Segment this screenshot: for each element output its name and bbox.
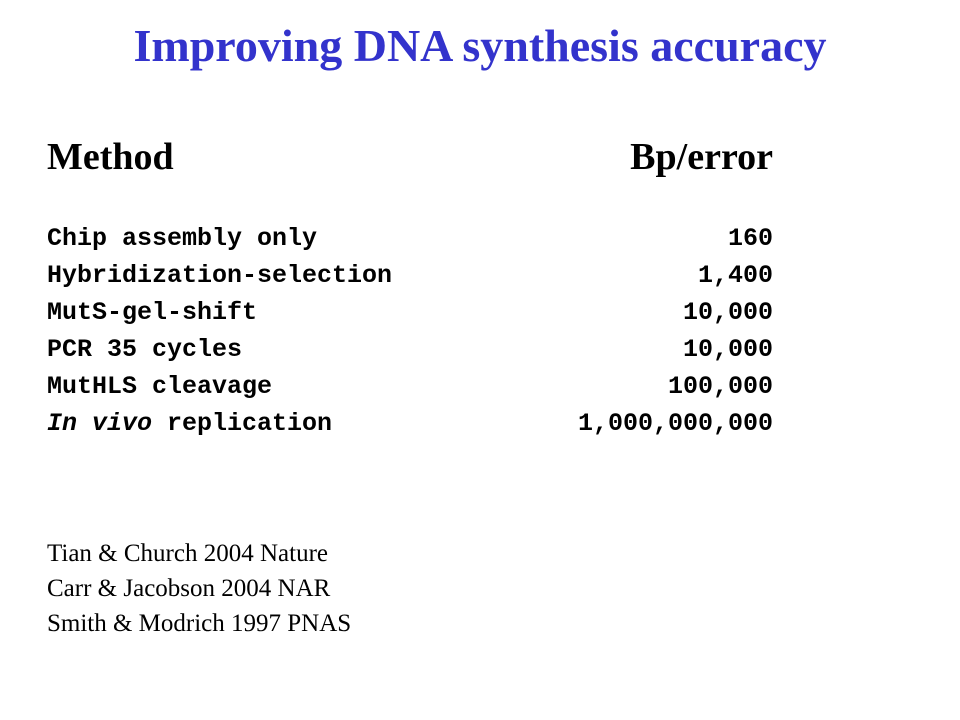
method-name-italic: In vivo	[47, 409, 153, 438]
bp-per-error-value: 160	[727, 224, 773, 253]
table-row	[47, 257, 773, 294]
method-name-text: MutHLS cleavage	[47, 372, 273, 401]
method-column-header: Method	[47, 136, 174, 178]
bp-per-error-value: 1,400	[697, 261, 773, 290]
method-name-text: replication	[152, 409, 333, 438]
accuracy-table	[47, 220, 773, 442]
table-row	[47, 220, 773, 257]
method-name	[47, 220, 317, 257]
table-row	[47, 294, 773, 331]
method-name-text: Hybridization-selection	[47, 261, 393, 290]
bp-error-column-header: Bp/error	[630, 136, 773, 178]
reference-citation: Smith & Modrich 1997 PNAS	[47, 610, 352, 637]
reference-citation: Carr & Jacobson 2004 NAR	[47, 575, 331, 602]
bp-per-error-value: 100,000	[667, 372, 773, 401]
method-name	[47, 368, 272, 405]
bp-per-error-value: 1,000,000,000	[577, 409, 773, 438]
method-name-text: PCR 35 cycles	[47, 335, 243, 364]
table-row	[47, 405, 773, 442]
method-name	[47, 257, 392, 294]
method-name	[47, 331, 242, 368]
method-name-text: MutS-gel-shift	[47, 298, 258, 327]
references	[47, 536, 351, 641]
method-name	[47, 405, 332, 442]
reference-citation: Tian & Church 2004 Nature	[47, 540, 328, 567]
table-row	[47, 331, 773, 368]
method-name	[47, 294, 257, 331]
table-row	[47, 368, 773, 405]
bp-per-error-value: 10,000	[682, 335, 773, 364]
method-name-text: Chip assembly only	[47, 224, 318, 253]
bp-per-error-value: 10,000	[682, 298, 773, 327]
slide-title: Improving DNA synthesis accuracy	[133, 20, 827, 71]
